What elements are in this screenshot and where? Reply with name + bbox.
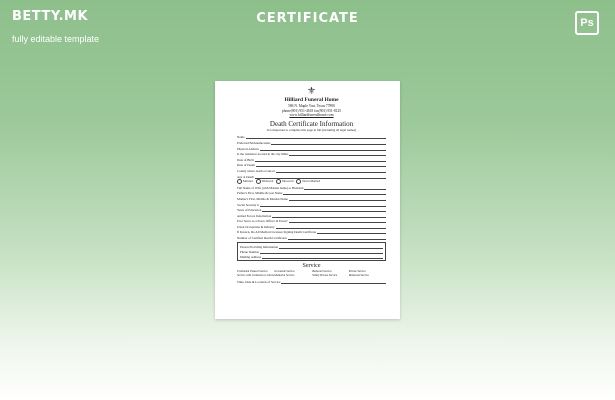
funeral-home-website: www.hilliardfuneralhome.com (289, 113, 334, 118)
form-field-label: Armed Forces Information (237, 213, 272, 218)
form-field-label: Years of Education (237, 208, 262, 213)
service-option: Traditional Funeral Service (237, 270, 268, 274)
fill-line (276, 225, 386, 229)
service-option: Memorial Service (274, 274, 295, 278)
fill-line (279, 245, 383, 249)
radio-label: Divorced (282, 179, 294, 184)
certificate-preview (215, 81, 400, 319)
fill-line (289, 152, 386, 156)
radio-label: Married (243, 179, 253, 184)
form-field-label: Social Security # (237, 202, 259, 207)
form-field-label: Ever Serve as a Peace Officer in Texas? (237, 219, 288, 224)
form-field-label: Mother's First, Middle & Maiden Name (237, 196, 288, 201)
form-field (237, 173, 386, 179)
service-option: Service with Cremation to follow (237, 274, 275, 278)
form-field (237, 184, 386, 190)
radio-label: Widowed (261, 179, 274, 184)
document-title: Death Certificate Information (269, 119, 354, 128)
form-field (240, 244, 383, 249)
form-field (237, 201, 386, 207)
radio-option (256, 179, 274, 184)
fill-line (304, 186, 386, 190)
fleur-de-lis-icon: ⚜ (307, 86, 316, 97)
service-option: Memorial Service (348, 274, 369, 278)
service-option: Memorial Service (311, 270, 332, 274)
fill-line (289, 197, 386, 201)
funeral-home-name: Hilliard Funeral Home (284, 97, 339, 103)
form-field (237, 229, 386, 235)
fill-line (272, 214, 386, 218)
form-field (237, 162, 386, 168)
form-field-label: Date of Death (237, 163, 255, 168)
radio-circle-icon (237, 179, 242, 184)
form-field-label: Date of Birth (237, 157, 254, 162)
form-field-label: Number of Certified Death Certificates (237, 236, 287, 241)
form-field (240, 249, 383, 254)
form-field (237, 134, 386, 140)
fill-line (260, 250, 383, 254)
funeral-home-phone: phone(901) 951-4618 fax(901) 951-8125 (281, 108, 342, 113)
form-field (237, 207, 386, 213)
form-field (237, 212, 386, 218)
form-field (237, 167, 386, 173)
fill-line (317, 230, 386, 234)
fill-line (262, 255, 383, 259)
brand-logo: BETTY.MK (12, 9, 89, 24)
service-option: Graveside Service (274, 270, 295, 274)
page-title: CERTIFICATE (256, 11, 359, 26)
radio-option (276, 179, 293, 184)
fill-line (283, 191, 386, 195)
form-field (237, 151, 386, 157)
form-field (237, 190, 386, 196)
fill-line (246, 135, 386, 139)
form-field-label: Full Name of Wife (with Maiden name) or Husband (237, 185, 304, 190)
fill-line (260, 147, 386, 151)
form-field-label: Person Providing Information (240, 245, 279, 250)
form-field-label: Name (237, 135, 245, 140)
form-field-label: Usual Occupation & Industry (237, 224, 275, 229)
form-field-label: Time, Date & Location of Service (237, 279, 281, 284)
radio-circle-icon (296, 179, 301, 184)
informant-box (237, 242, 386, 261)
service-options (237, 270, 386, 278)
form-field (237, 156, 386, 162)
form-field-label: Father's First, Middle & Last Name (237, 191, 283, 196)
service-option: Private Service (348, 270, 366, 274)
radio-option (296, 179, 320, 184)
fill-line (276, 169, 386, 173)
form-field-label: Is the residence located in the city limits (237, 152, 289, 157)
form-fields-group-2 (237, 184, 386, 240)
radio-label: Never Married (302, 179, 321, 184)
form-field (237, 218, 386, 224)
service-option: Family Private Service (311, 274, 338, 278)
form-field (237, 234, 386, 240)
fill-line (260, 203, 386, 207)
form-field (240, 254, 383, 259)
form-field (237, 195, 386, 201)
photoshop-icon: Ps (575, 11, 599, 35)
radio-circle-icon (256, 179, 261, 184)
funeral-home-address: 586 N. Maple Vast, Texas 77890 (288, 104, 335, 108)
form-field-label: Phone Number (240, 250, 260, 255)
fill-line (255, 158, 386, 162)
fill-line (281, 280, 386, 284)
form-field-label: Mailing Address (240, 255, 262, 260)
form-field-label: If Known, Do All Medical Licenses Signing Death Certificate (237, 230, 317, 235)
radio-option (237, 179, 253, 184)
fill-line (271, 141, 386, 145)
service-heading: Service (302, 263, 321, 270)
form-fields-group-1 (237, 134, 386, 179)
document-subtitle: It is important to complete this page in full (including all legal names) (266, 127, 357, 132)
form-field (237, 278, 386, 284)
form-field-label: Physical Address (237, 146, 259, 151)
radio-circle-icon (276, 179, 281, 184)
form-field (237, 139, 386, 145)
fill-line (262, 208, 386, 212)
form-field-label: Age at Death (237, 174, 254, 179)
form-field-label: Preferred/Nickname/Alias (237, 140, 271, 145)
form-field-label: County where death occurred (237, 168, 275, 173)
form-field (237, 145, 386, 151)
fill-line (289, 219, 386, 223)
fill-line (255, 175, 386, 179)
brand-tagline: fully editable template (12, 34, 100, 44)
fill-line (288, 236, 386, 240)
fill-line (256, 163, 386, 167)
form-field (237, 223, 386, 229)
